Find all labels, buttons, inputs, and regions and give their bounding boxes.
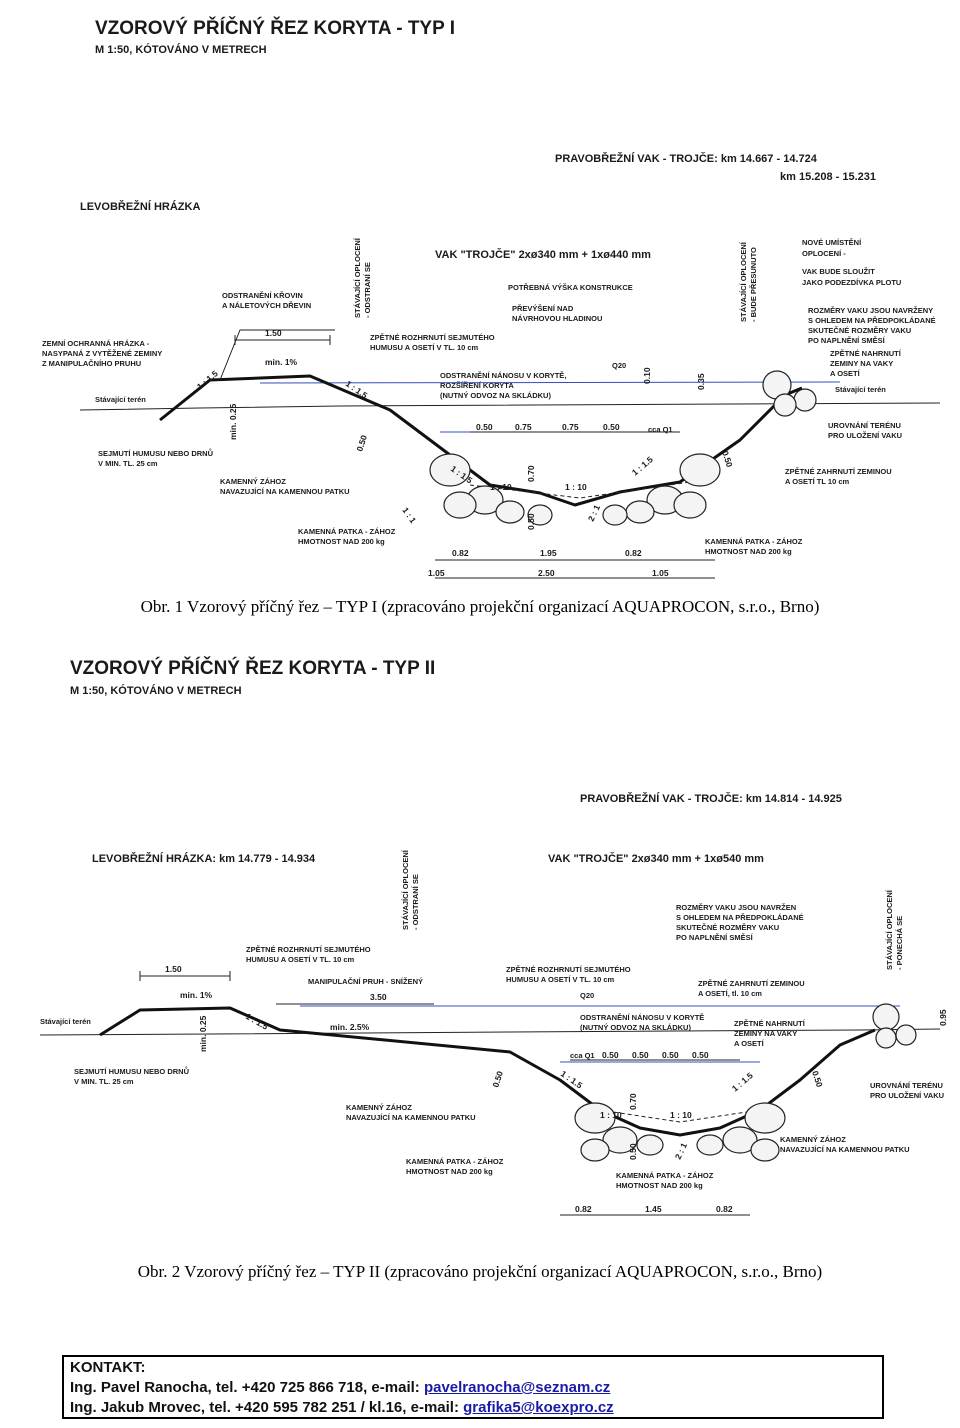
- label: ZPĚTNÉ NAHRNUTÍ: [830, 349, 901, 358]
- dim-label: 0.10: [642, 367, 652, 384]
- figure-1-scale: M 1:50, KÓTOVÁNO V METRECH: [95, 44, 267, 56]
- label: ZPĚTNÉ ROZHRNUTÍ SEJMUTÉHO: [370, 333, 495, 342]
- dim-label: 0.75: [562, 422, 579, 432]
- q1-label: cca Q1: [648, 425, 673, 434]
- label: Stávající terén: [40, 1017, 91, 1026]
- label: SEJMUTÍ HUMUSU NEBO DRNŮ: [98, 449, 214, 458]
- figure-1-title: VZOROVÝ PŘÍČNÝ ŘEZ KORYTA - TYP I: [95, 18, 455, 39]
- dim-label: 0.50: [720, 449, 735, 469]
- dim-label: 1 : 10: [600, 1110, 622, 1120]
- label: PO NAPLNĚNÍ SMĚSÍ: [808, 336, 885, 345]
- label: NASYPANÁ Z VYTĚŽENÉ ZEMINY: [42, 349, 163, 358]
- label: A OSETÍ: [734, 1039, 764, 1048]
- q20-label: Q20: [580, 991, 595, 1000]
- label: Stávající terén: [835, 385, 886, 394]
- label: Stávající terén: [95, 395, 146, 404]
- label: A NÁLETOVÝCH DŘEVIN: [222, 301, 312, 310]
- label: V MIN. TL. 25 cm: [74, 1077, 134, 1086]
- label: SKUTEČNÉ ROZMĚRY VAKU: [676, 923, 780, 932]
- dim-label: 0.82: [625, 548, 642, 558]
- dim-label: 2 : 1: [672, 1141, 690, 1161]
- dim-label: 1 : 10: [565, 482, 587, 492]
- label: STÁVAJÍCÍ OPLOCENÍ: [401, 850, 410, 930]
- label: SKUTEČNÉ ROZMĚRY VAKU: [808, 326, 912, 335]
- dim-label: 0.50: [526, 513, 536, 530]
- dim-label: 0.82: [575, 1204, 592, 1214]
- dim-label: 1.95: [540, 548, 557, 558]
- dim-label: 0.70: [526, 465, 536, 482]
- label: ODSTRANĚNÍ NÁNOSU V KORYTĚ: [580, 1013, 705, 1022]
- dim-label: 1 : 1.5: [558, 1068, 585, 1091]
- dim-label: 0.82: [452, 548, 469, 558]
- label: ZPĚTNÉ ZAHRNUTÍ ZEMINOU: [785, 467, 892, 476]
- dim-label: 0.50: [602, 1050, 619, 1060]
- dim-label: 0.82: [716, 1204, 733, 1214]
- label: ROZŠÍŘENÍ KORYTA: [440, 381, 514, 390]
- label: HMOTNOST NAD 200 kg: [616, 1181, 703, 1190]
- contact-line-2: [70, 1399, 614, 1416]
- contact-line-2-text: Ing. Jakub Mrovec, tel. +420 595 782 251 / kl.16, e-mail:: [70, 1399, 464, 1416]
- right-bank-header-2: km 15.208 - 15.231: [780, 171, 877, 183]
- label: HUMUSU A OSETÍ V TL. 10 cm: [246, 955, 355, 964]
- figure-1-caption: Obr. 1 Vzorový příčný řez – TYP I (zpracováno projekční organizací AQUAPROCON, s.r.o., Brno): [140, 597, 820, 616]
- label: ZEMINY NA VAKY: [734, 1029, 798, 1038]
- dim-label: 1 : 1.5: [629, 454, 655, 478]
- dim-label: 1 : 1: [400, 505, 419, 526]
- label: KAMENNÝ ZÁHOZ: [346, 1103, 412, 1112]
- dim-label: 1 : 1.5: [194, 368, 220, 392]
- dim-label: 2 : 1: [585, 503, 603, 523]
- rock-toe-right: [697, 1103, 785, 1161]
- email-link-pavel[interactable]: pavelranocha@seznam.cz: [423, 1379, 611, 1396]
- label: VAK BUDE SLOUŽIT: [802, 267, 875, 276]
- figure-1-cross-section: [40, 0, 960, 590]
- dim-label: 1 : 1.5: [343, 378, 370, 401]
- label: KAMENNÁ PATKA - ZÁHOZ: [705, 537, 803, 546]
- label: UROVNÁNÍ TERÉNU: [828, 421, 901, 430]
- label: PŘEVÝŠENÍ NAD: [512, 304, 574, 313]
- label: (NUTNÝ ODVOZ NA SKLÁDKU): [440, 391, 551, 400]
- dim-label: 0.50: [490, 1069, 506, 1089]
- dim-label: 1.05: [652, 568, 669, 578]
- contact-line-1: [70, 1379, 610, 1396]
- label: ROZMĚRY VAKU JSOU NAVRŽEN: [676, 903, 797, 912]
- label: ZEMNÍ OCHRANNÁ HRÁZKA -: [42, 339, 150, 348]
- label: A OSETÍ TL 10 cm: [785, 477, 850, 486]
- label: S OHLEDEM NA PŘEDPOKLÁDANÉ: [676, 913, 804, 922]
- right-bank-header: PRAVOBŘEŽNÍ VAK - TROJČE: km 14.667 - 14.724: [555, 153, 817, 165]
- dim-label: 0.50: [632, 1050, 649, 1060]
- figure-2-caption: Obr. 2 Vzorový příčný řez – TYP II (zpracováno projekční organizací AQUAPROCON, s.r.o., Brno): [137, 1262, 823, 1281]
- dim-label: 1 : 1.5: [244, 1011, 270, 1032]
- label: NÁVRHOVOU HLADINOU: [512, 314, 603, 323]
- contact-box: [62, 1355, 884, 1419]
- dim-label: 0.50: [476, 422, 493, 432]
- dim-label: 0.50: [628, 1143, 638, 1160]
- label: UROVNÁNÍ TERÉNU: [870, 1081, 943, 1090]
- dim-label: 1.05: [428, 568, 445, 578]
- label: - ODSTRANÍ SE: [411, 874, 420, 930]
- label: NAVAZUJÍCÍ NA KAMENNOU PATKU: [220, 487, 350, 496]
- label: ODSTRANĚNÍ KŘOVIN: [222, 291, 303, 300]
- dim-label: 2.50: [538, 568, 555, 578]
- label: ZEMINY NA VAKY: [830, 359, 894, 368]
- right-bank-header: PRAVOBŘEŽNÍ VAK - TROJČE: km 14.814 - 14.925: [580, 793, 842, 805]
- label: A OSETÍ: [830, 369, 860, 378]
- contact-line-1-text: Ing. Pavel Ranocha, tel. +420 725 866 718, e-mail:: [70, 1379, 424, 1396]
- label: KAMENNÝ ZÁHOZ: [780, 1135, 846, 1144]
- figure-2-cross-section: [40, 640, 960, 1235]
- label: S OHLEDEM NA PŘEDPOKLÁDANÉ: [808, 316, 936, 325]
- dim-label: 1 : 1.5: [448, 463, 475, 486]
- email-link-jakub[interactable]: grafika5@koexpro.cz: [463, 1399, 614, 1416]
- label: A OSETÍ, tl. 10 cm: [698, 989, 762, 998]
- label: HUMUSU A OSETÍ V TL. 10 cm: [370, 343, 479, 352]
- q1-label: cca Q1: [570, 1051, 595, 1060]
- dim-label: 1 : 10: [490, 482, 512, 492]
- label: HUMUSU A OSETÍ V TL. 10 cm: [506, 975, 615, 984]
- q20-label: Q20: [612, 361, 627, 370]
- dim-label: 1 : 10: [670, 1110, 692, 1120]
- label: ROZMĚRY VAKU JSOU NAVRŽENY: [808, 306, 934, 315]
- label: - BUDE PŘESUNUTO: [749, 247, 758, 322]
- label: POTŘEBNÁ VÝŠKA KONSTRUKCE: [508, 283, 633, 292]
- dim-label: 0.70: [628, 1093, 638, 1110]
- dim-label: min. 2.5%: [330, 1022, 370, 1032]
- dim-label: 1.50: [165, 964, 182, 974]
- label: KAMENNÁ PATKA - ZÁHOZ: [406, 1157, 504, 1166]
- figure-2-title: VZOROVÝ PŘÍČNÝ ŘEZ KORYTA - TYP II: [70, 658, 436, 679]
- bag-title: VAK "TROJČE" 2xø340 mm + 1xø440 mm: [435, 249, 651, 261]
- dim-label: 0.35: [696, 373, 706, 390]
- label: HMOTNOST NAD 200 kg: [705, 547, 792, 556]
- label: KAMENNÁ PATKA - ZÁHOZ: [616, 1171, 714, 1180]
- label: ODSTRANĚNÍ NÁNOSU V KORYTĚ,: [440, 371, 567, 380]
- dim-label: 0.50: [603, 422, 620, 432]
- dim-label: 0.50: [662, 1050, 679, 1060]
- dim-label: 0.95: [938, 1009, 948, 1026]
- left-bank-header: LEVOBŘEŽNÍ HRÁZKA: [80, 201, 201, 213]
- label: PO NAPLNĚNÍ SMĚSÍ: [676, 933, 753, 942]
- dim-label: 1.50: [265, 328, 282, 338]
- label: Z MANIPULAČNÍHO PRUHU: [42, 359, 142, 368]
- label: MANIPULAČNÍ PRUH - SNÍŽENÝ: [308, 977, 424, 986]
- dim-label: min. 1%: [180, 990, 213, 1000]
- label: NOVÉ UMÍSTĚNÍ: [802, 238, 862, 247]
- dim-label: 0.50: [692, 1050, 709, 1060]
- dim-label: 0.50: [354, 433, 370, 453]
- dim-label: min. 0.25: [228, 403, 238, 440]
- label: PRO ULOŽENÍ VAKU: [828, 431, 903, 440]
- trojce-bag: [873, 1004, 916, 1048]
- bag-title: VAK "TROJČE" 2xø340 mm + 1xø540 mm: [548, 853, 764, 865]
- dim-label: 0.75: [515, 422, 532, 432]
- rock-toe-right: [603, 454, 720, 525]
- label: SEJMUTÍ HUMUSU NEBO DRNŮ: [74, 1067, 190, 1076]
- dim-label: min. 0.25: [198, 1015, 208, 1052]
- dim-label: 0.50: [810, 1069, 825, 1089]
- dim-label: 3.50: [370, 992, 387, 1002]
- label: ZPĚTNÉ ZAHRNUTÍ ZEMINOU: [698, 979, 805, 988]
- dim-label: 1 : 1.5: [729, 1070, 755, 1094]
- label: ZPĚTNÉ ROZHRNUTÍ SEJMUTÉHO: [506, 965, 631, 974]
- label: (NUTNÝ ODVOZ NA SKLÁDKU): [580, 1023, 691, 1032]
- label: NAVAZUJÍCÍ NA KAMENNOU PATKU: [780, 1145, 910, 1154]
- label: STÁVAJÍCÍ OPLOCENÍ: [739, 242, 748, 322]
- label: - ODSTRANÍ SE: [363, 262, 372, 318]
- label: KAMENNÝ ZÁHOZ: [220, 477, 286, 486]
- label: ZPĚTNÉ NAHRNUTÍ: [734, 1019, 805, 1028]
- dim-label: min. 1%: [265, 357, 298, 367]
- label: NAVAZUJÍCÍ NA KAMENNOU PATKU: [346, 1113, 476, 1122]
- label: JAKO PODEZDÍVKA PLOTU: [802, 278, 902, 287]
- label: ZPĚTNÉ ROZHRNUTÍ SEJMUTÉHO: [246, 945, 371, 954]
- left-bank-header: LEVOBŘEŽNÍ HRÁZKA: km 14.779 - 14.934: [92, 853, 316, 865]
- existing-terrain-line: [40, 1029, 940, 1035]
- label: KAMENNÁ PATKA - ZÁHOZ: [298, 527, 396, 536]
- label: HMOTNOST NAD 200 kg: [298, 537, 385, 546]
- label: OPLOCENÍ -: [802, 249, 846, 258]
- dim-label: 1.45: [645, 1204, 662, 1214]
- figure-2-scale: M 1:50, KÓTOVÁNO V METRECH: [70, 685, 242, 697]
- label: V MIN. TL. 25 cm: [98, 459, 158, 468]
- label: - PONECHÁ SE: [895, 915, 904, 970]
- contact-heading: KONTAKT:: [70, 1359, 146, 1376]
- label: PRO ULOŽENÍ VAKU: [870, 1091, 945, 1100]
- label: STÁVAJÍCÍ OPLOCENÍ: [353, 238, 362, 318]
- label: HMOTNOST NAD 200 kg: [406, 1167, 493, 1176]
- label: STÁVAJÍCÍ OPLOCENÍ: [885, 890, 894, 970]
